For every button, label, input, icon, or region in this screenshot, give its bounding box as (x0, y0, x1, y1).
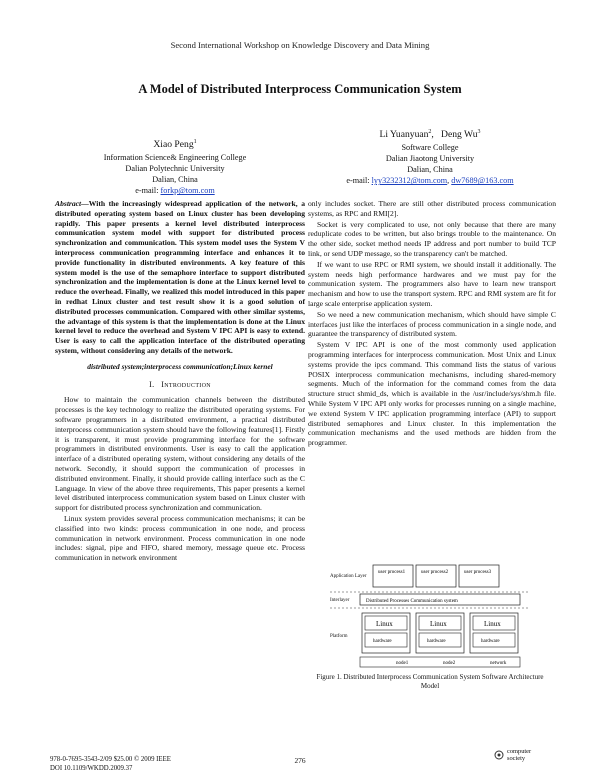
author-affiliation: Dalian, China (407, 165, 453, 175)
hardware-label: hardware (373, 639, 392, 644)
author-email: e-mail: lyy3232312@tom.com, dw7689@163.com (346, 176, 514, 186)
right-column (308, 199, 556, 449)
left-column (55, 199, 305, 564)
layer-label: Platform (330, 634, 348, 639)
page-number: 276 (294, 756, 306, 765)
email-link[interactable]: dw7689@163.com (451, 176, 514, 186)
author-affiliation: Dalian Jiaotong University (385, 154, 475, 164)
author-name: Li Yuanyuan$^2$, Deng Wu$^3$ (379, 129, 481, 141)
paragraph: only includes socket. There are still other distributed process communication systems, as RPC and RMI[2]. (308, 199, 556, 218)
process-box (459, 565, 499, 587)
process-label: user process3 (464, 570, 492, 575)
author-block-2 (300, 125, 560, 186)
paragraph: Socket is very complicated to use, not only because that there are many reduplicate codes to be written, but also brings trouble to the maintenance. On the other side, socket method needs IP address and port number to build TCP link, or send UDP message, so the transparency can't be matched. (308, 219, 556, 258)
architecture-diagram (330, 563, 530, 671)
author-affiliation: Software College (401, 143, 459, 153)
paragraph: How to maintain the communication channels between the distributed processes is the key technology to realize the distributed operating systems. For software programmers in a distributed environment, a practical distributed interprocess communication system should have the following features[1]. Firstly it is transparent, it must provide programming interface for the software programmers in distributed environments. User is easy to call the application interface of a distributed operating system, without considering any details of the network. Secondly, it should support the communication of processes in distributed environment. Finally, it should provide calling interface such as the C Language. In view of the above three requirements, This paper presents a kernel level distributed interprocess communication system based on Linux cluster with support for distributed process synchronization and communication. (55, 395, 305, 513)
footer-copyright: 978-0-7695-3543-2/09 $25.00 © 2009 IEEE DOI 10.1109/WKDD.2009.37 (50, 756, 171, 772)
section-heading: I. Introduction (149, 379, 211, 389)
figure-caption: Figure 1. Distributed Interprocess Communication System Software Architecture Model (316, 673, 544, 690)
paragraph: Linux system provides several process communication mechanisms; it can be classified into two kinds: process communication in one node, and process communication in network environment. Process communication in one node includes: signal, pipe and FIFO, shared memory, message queue etc. Process communication in network environment (55, 513, 305, 563)
paragraph: System V IPC API is one of the most commonly used application programming interfaces for interprocess communication. Most Unix and Linux systems provide the ipcs command. This command lists the status of various POSIX interprocess communication mechanisms, including shared-memory segments. Much of the information for the command comes from the data structure struct shmid_ds, which is available in the /usr/include/sys/shm.h file. While System V IPC API only works for processes running on a single machine, we extend System V IPC application programming interface (API) to support distributed semaphores and Linux cluster. In this implementation the communication mechanisms and the used methods are hidden from the programmer. (308, 340, 556, 448)
author-affiliation: Dalian, China (152, 175, 198, 185)
os-label: Linux (376, 620, 393, 628)
node-label: node2 (443, 661, 456, 666)
abstract: Abstract—With the increasingly widespread application of the network, a distributed operating system based on Linux cluster has been developing rapidly. This paper presents a kernel level distributed interprocess communication system model with support for distributed process synchronization and communication. This system model uses the System V interprocess communication programming interface and enhances it to provide functionality in distributed environments. A key feature of this system model is the use of the semaphore interface to support distributed synchronization and the implementation is done at the Linux kernel level to reduce the overhead. Finally, we realized this model introduced in this paper in redhat Linux cluster and test result show it is a good solution of distributed processes communication. Compared with other similar systems, the advantage of this system is that the implementation is done at the Linux kernel level to reduce the overhead and System V IPC API is easy to extend. User is easy to call the application interface of the distributed operating system, without considering any details of the network. (55, 199, 305, 355)
layer-label: Interlayer (330, 598, 350, 603)
logo-icon (494, 750, 504, 760)
computer-society-logo: computer society (494, 748, 554, 762)
os-label: Linux (430, 620, 447, 628)
hardware-label: hardware (481, 639, 500, 644)
node-label: node1 (396, 661, 409, 666)
author-name: Xiao Peng$^1$ (153, 139, 197, 151)
author-block-1 (55, 135, 295, 196)
os-label: Linux (484, 620, 501, 628)
paragraph: If we want to use RPC or RMI system, we should install it additionally. The system needs high performance hardwares and we must pay for the communication system. The programmers also have to learn new transport mechanism and how to use the transport system. RPC and RMI system are fit for large scale enterprise application system. (308, 259, 556, 308)
process-box (416, 565, 456, 587)
author-affiliation: Dalian Polytechnic University (125, 164, 225, 174)
paragraph: So we need a new communication mechanism, which should have simple C interfaces just like the interfaces of process communication in a single node, and guarantee the transparency of distributed system. (308, 309, 556, 339)
conference-header: Second International Workshop on Knowledge Discovery and Data Mining (170, 40, 430, 50)
process-box (373, 565, 413, 587)
email-link[interactable]: lyy3232312@tom.com (371, 176, 448, 186)
author-affiliation: Information Science& Engineering College (103, 153, 247, 163)
node-label: network (490, 661, 507, 666)
process-label: user process2 (421, 570, 449, 575)
layer-label: Application Layer (330, 574, 367, 579)
hardware-label: hardware (427, 639, 446, 644)
author-email: e-mail: forkp@tom.com (135, 186, 215, 196)
dipc-system-label: Distributed Processes Communication system (366, 599, 458, 604)
keywords: distributed system;interprocess communication;Linux kernel (87, 361, 273, 371)
paper-title: A Model of Distributed Interprocess Communication System (138, 82, 462, 96)
process-label: user process1 (378, 570, 406, 575)
email-link[interactable]: forkp@tom.com (160, 186, 215, 196)
